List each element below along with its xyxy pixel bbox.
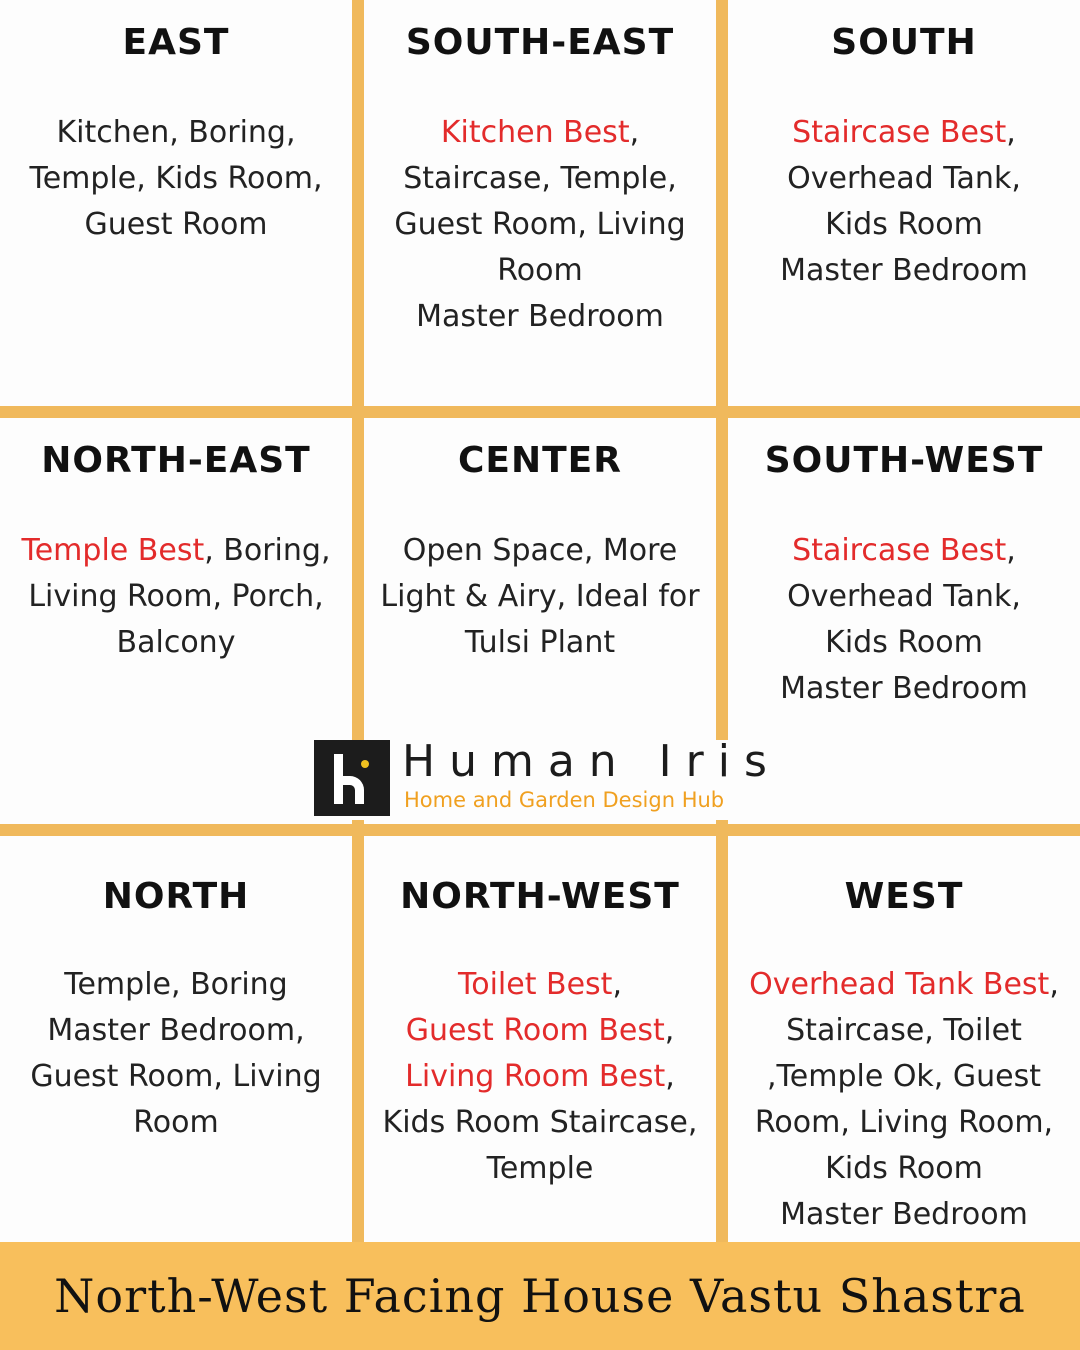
cell-title: NORTH-WEST <box>400 876 680 917</box>
body-text: Staircase, Temple, <box>403 161 677 196</box>
body-text: Room, Living Room, <box>754 1105 1054 1140</box>
cell-west <box>728 836 1080 1242</box>
highlight-text: Overhead Tank Best <box>749 967 1050 1002</box>
highlight-text: Guest Room Best <box>405 1013 665 1048</box>
highlight-text: Staircase Best <box>792 115 1007 150</box>
cell-line <box>738 156 1070 202</box>
cell-title: SOUTH-WEST <box>764 440 1044 481</box>
cell-line <box>10 1100 342 1146</box>
body-text: Room <box>497 253 583 288</box>
body-text: Overhead Tank, <box>787 579 1021 614</box>
body-text: Room <box>133 1105 219 1140</box>
body-text: Balcony <box>116 625 236 660</box>
cell-title: NORTH-EAST <box>41 440 311 481</box>
cell-line <box>738 666 1070 712</box>
cell-line <box>738 248 1070 294</box>
body-text: Kids Room <box>825 207 983 242</box>
cell-line <box>738 110 1070 156</box>
body-text: , Boring, <box>204 533 331 568</box>
body-text: Staircase, Toilet <box>786 1013 1022 1048</box>
cell-line <box>10 962 342 1008</box>
body-text: Kitchen, Boring, <box>56 115 296 150</box>
body-text: Open Space, More <box>402 533 678 568</box>
body-text: Master Bedroom <box>780 253 1028 288</box>
cell-line <box>10 110 342 156</box>
cell-body <box>374 110 706 340</box>
body-text: Light & Airy, Ideal for <box>380 579 700 614</box>
cell-line <box>374 202 706 248</box>
body-text: Temple <box>486 1151 594 1186</box>
cell-line <box>10 574 342 620</box>
body-text: , <box>1006 115 1016 150</box>
cell-line <box>374 574 706 620</box>
cell-line <box>738 1192 1070 1238</box>
cell-line <box>374 248 706 294</box>
body-text: ,Temple Ok, Guest <box>767 1059 1041 1094</box>
cell-line <box>374 962 706 1008</box>
cell-title: SOUTH-EAST <box>405 22 675 63</box>
cell-line <box>738 1054 1070 1100</box>
body-text: Tulsi Plant <box>464 625 616 660</box>
cell-line <box>374 1008 706 1054</box>
brand-logo <box>314 736 781 820</box>
body-text: Kids Room <box>825 625 983 660</box>
body-text: Master Bedroom <box>416 299 664 334</box>
highlight-text: Living Room Best <box>405 1059 666 1094</box>
cell-line <box>374 1054 706 1100</box>
cell-line <box>10 1008 342 1054</box>
body-text: Guest Room, Living <box>394 207 686 242</box>
body-text: , <box>1049 967 1059 1002</box>
brand-name: Human Iris <box>402 736 781 787</box>
page-title: North-West Facing House Vastu Shastra <box>54 1269 1026 1323</box>
cell-line <box>738 528 1070 574</box>
cell-line <box>738 962 1070 1008</box>
body-text: , <box>664 1013 675 1048</box>
cell-line <box>10 528 342 574</box>
cell-line <box>10 1054 342 1100</box>
cell-body <box>374 962 706 1192</box>
cell-title: WEST <box>844 876 964 917</box>
cell-line <box>374 156 706 202</box>
cell-body <box>738 528 1070 712</box>
cell-body <box>738 110 1070 294</box>
body-text: Overhead Tank, <box>787 161 1021 196</box>
cell-line <box>738 1146 1070 1192</box>
cell-line <box>10 202 342 248</box>
body-text: Living Room, Porch, <box>28 579 324 614</box>
cell-line <box>374 294 706 340</box>
cell-line <box>10 156 342 202</box>
cell-north <box>0 836 352 1242</box>
cell-body <box>374 528 706 666</box>
body-text: Kids Room <box>825 1151 983 1186</box>
cell-body <box>10 528 342 666</box>
cell-line <box>374 620 706 666</box>
body-text: Guest Room, Living <box>30 1059 322 1094</box>
body-text: Master Bedroom <box>780 1197 1028 1232</box>
cell-south <box>728 0 1080 406</box>
cell-north-east <box>0 418 352 824</box>
body-text: , <box>1006 533 1016 568</box>
cell-south-east <box>364 0 716 406</box>
cell-line <box>738 1100 1070 1146</box>
brand-tagline: Home and Garden Design Hub <box>404 788 725 812</box>
highlight-text: Staircase Best <box>792 533 1007 568</box>
body-text: Temple, Boring <box>64 967 288 1002</box>
highlight-text: Toilet Best <box>458 967 613 1002</box>
body-text: Kids Room Staircase, <box>382 1105 698 1140</box>
highlight-text: Kitchen Best <box>440 115 630 150</box>
cell-title: EAST <box>122 22 230 63</box>
cell-body <box>10 962 342 1146</box>
cell-line <box>374 1146 706 1192</box>
cell-line <box>738 1008 1070 1054</box>
body-text: Temple, Kids Room, <box>29 161 323 196</box>
footer-banner <box>0 1242 1080 1350</box>
cell-body <box>738 962 1070 1238</box>
cell-body <box>10 110 342 248</box>
body-text: , <box>665 1059 675 1094</box>
human-iris-logo-icon <box>314 740 390 816</box>
cell-title: CENTER <box>457 440 622 481</box>
cell-line <box>374 110 706 156</box>
body-text: , <box>629 115 640 150</box>
cell-title: NORTH <box>102 876 250 917</box>
cell-line <box>374 1100 706 1146</box>
cell-east <box>0 0 352 406</box>
highlight-text: Temple Best <box>21 533 205 568</box>
cell-line <box>10 620 342 666</box>
cell-line <box>738 202 1070 248</box>
cell-line <box>374 528 706 574</box>
cell-line <box>738 574 1070 620</box>
body-text: , <box>612 967 622 1002</box>
body-text: Master Bedroom <box>780 671 1028 706</box>
cell-line <box>738 620 1070 666</box>
cell-north-west <box>364 836 716 1242</box>
body-text: Guest Room <box>84 207 268 242</box>
cell-title: SOUTH <box>831 22 977 63</box>
body-text: Master Bedroom, <box>47 1013 305 1048</box>
